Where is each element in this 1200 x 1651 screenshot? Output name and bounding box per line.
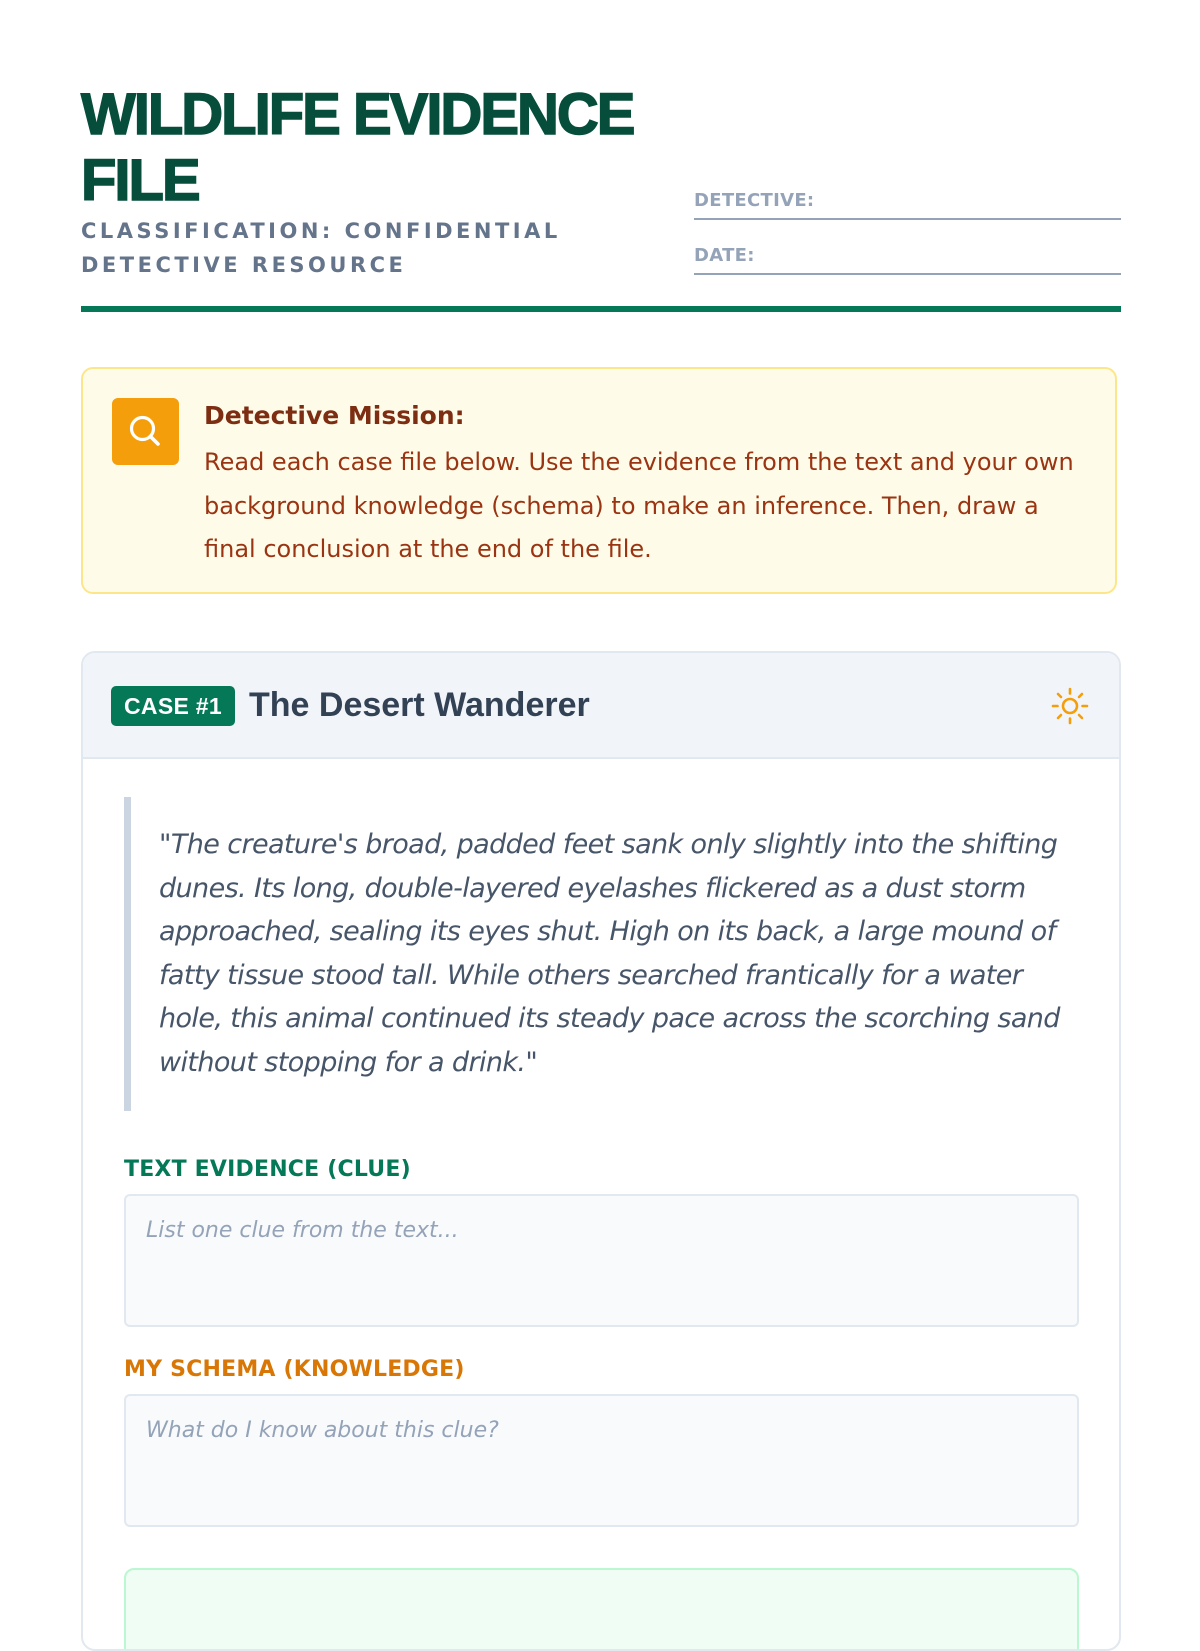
detective-input-line[interactable] [804, 188, 1121, 218]
case-badge: CASE #1 [111, 686, 235, 726]
classification-label: CLASSIFICATION: CONFIDENTIAL DETECTIVE RESOURCE [81, 219, 561, 277]
mission-text: Read each case file below. Use the evidence from the text and your own background knowledge (schema) to make an inference. Then, draw a final conclusion at the end of the file. [204, 448, 1074, 563]
date-field[interactable] [694, 243, 1121, 275]
worksheet-page [81, 0, 1121, 1382]
case-passage [124, 797, 1064, 1111]
detective-field[interactable] [694, 188, 1121, 220]
case-card [81, 651, 1121, 1651]
case-title: The Desert Wanderer [249, 686, 590, 724]
search-icon [112, 398, 179, 465]
evidence-input[interactable] [124, 1194, 1079, 1327]
inference-section[interactable] [124, 1568, 1079, 1651]
page-title: WILDLIFE EVIDENCE FILE [81, 82, 634, 213]
case-header [83, 653, 1119, 759]
schema-input[interactable] [124, 1394, 1079, 1527]
date-input-line[interactable] [804, 243, 1121, 273]
mission-callout [81, 367, 1117, 594]
date-label: DATE: [694, 245, 755, 266]
evidence-label: TEXT EVIDENCE (CLUE) [124, 1157, 411, 1182]
mission-title: Detective Mission: [204, 401, 465, 430]
detective-label: DETECTIVE: [694, 190, 815, 211]
header-divider [81, 306, 1121, 312]
sun-icon [1051, 687, 1089, 729]
passage-text: "The creature's broad, padded feet sank only slightly into the shifting dunes. Its long, double-layered eyelashes flickered as a dust storm approached, sealing its eyes shut. High on its back, a large mound of fatty tissue stood tall. While others searched frantically for a water hole, this animal continued its steady pace across the scorching sand without stopping for a drink." [159, 829, 1060, 1078]
header [81, 0, 1121, 314]
schema-label: MY SCHEMA (KNOWLEDGE) [124, 1357, 465, 1382]
